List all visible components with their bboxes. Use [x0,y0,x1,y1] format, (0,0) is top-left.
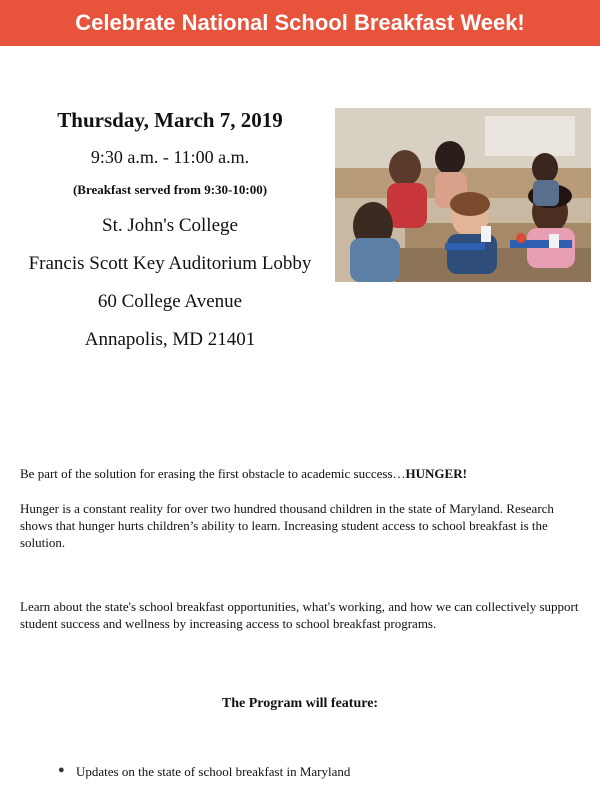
event-street: 60 College Avenue [97,291,243,312]
bullet-icon: ● [58,764,65,776]
list-item-label: Updates on the state of school breakfast in Maryland [76,764,351,779]
children-eating-breakfast-photo [335,108,591,282]
learn-paragraph: Learn about the state's school breakfast opportunities, what's working, and how we can collectively support student success and wellness by increasing access to school breakfast programs. [20,599,579,631]
program-heading: The Program will feature: [221,696,379,711]
event-date: Thursday, March 7, 2019 [57,108,283,132]
hunger-paragraph: Hunger is a constant reality for over two hundred thousand children in the state of Maryland. Research shows that hunger hurts children’s ability to learn. Increasing student access to school breakfast is the solution. [20,501,554,550]
event-time: 9:30 a.m. - 11:00 a.m. [90,147,250,167]
event-city: Annapolis, MD 21401 [84,329,256,350]
breakfast-served-note: (Breakfast served from 9:30-10:00) [72,182,268,197]
event-details [20,108,320,366]
event-hall: Francis Scott Key Auditorium Lobby [28,253,312,274]
intro-paragraph [20,465,580,482]
program-feature-list [58,764,350,780]
event-banner: Celebrate National School Breakfast Week! [0,0,600,46]
event-venue: St. John's College [102,215,238,236]
intro-hunger-emphasis: HUNGER! [405,466,467,481]
intro-text: Be part of the solution for erasing the first obstacle to academic success… [20,466,406,481]
list-item [58,764,350,780]
